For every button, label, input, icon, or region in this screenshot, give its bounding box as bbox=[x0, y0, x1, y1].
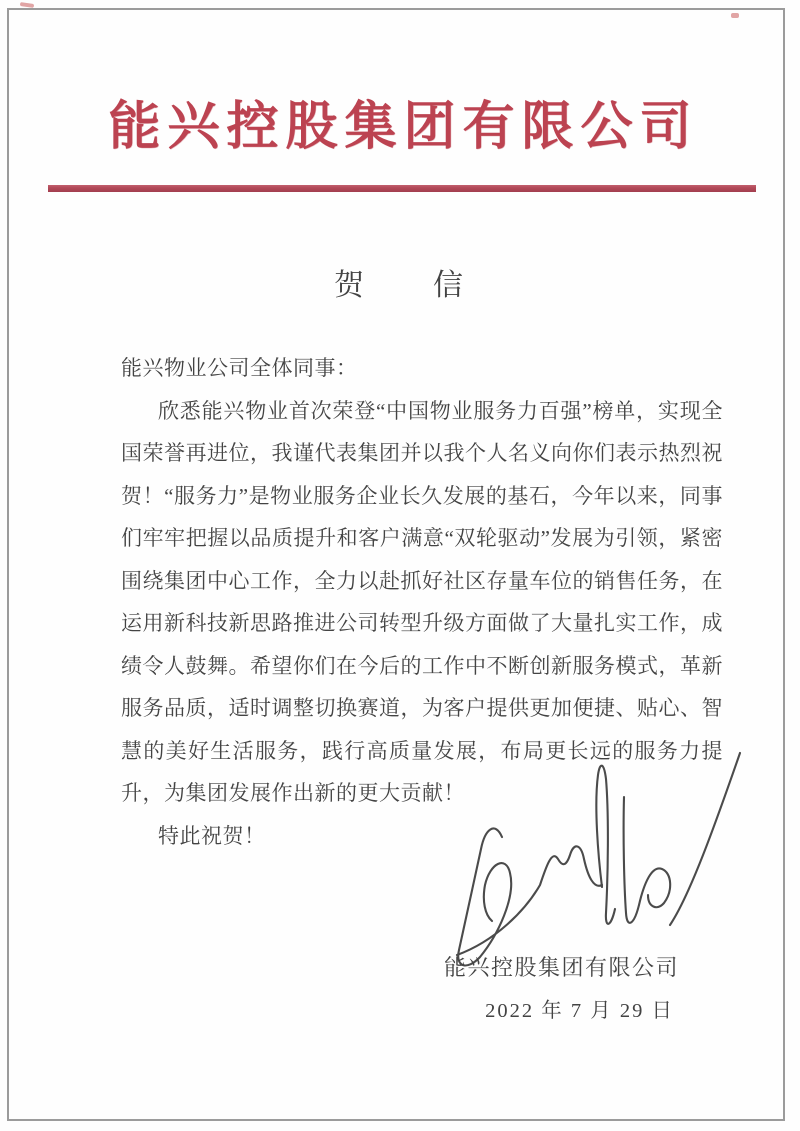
signature-company-name: 能兴控股集团有限公司 bbox=[443, 955, 679, 980]
salutation: 能兴物业公司全体同事： bbox=[121, 356, 358, 380]
scan-artifact bbox=[20, 2, 34, 8]
body-paragraph: 欣悉能兴物业首次荣登“中国物业服务力百强”榜单，实现全国荣誉再进位，我谨代表集团并以我个人名义向你们表示热烈祝贺！“服务力”是物业服务企业长久发展的基石，今年以来，同事们牢牢把握以品质提升和客户满意“双轮驱动”发展为引领，紧密围绕集团中心工作，全力以赴抓好社区存量车位的销售任务，在运用新科技新思路推进公司转型升级方面做了大量扎实工作，成绩令人鼓舞。希望你们在今后的工作中不断创新服务模式，革新服务品质，适时调整切换赛道，为客户提供更加便捷、贴心、智慧的美好生活服务，践行高质量发展，布局更长远的服务力提升，为集团发展作出新的更大贡献！ bbox=[121, 398, 723, 805]
closing-line: 特此祝贺！ bbox=[158, 823, 266, 848]
letterhead-company-name: 能兴控股集团有限公司 bbox=[108, 99, 699, 156]
letter-body bbox=[121, 347, 723, 857]
scan-artifact bbox=[731, 13, 739, 18]
signature-date: 2022 年 7 月 29 日 bbox=[485, 1000, 674, 1022]
letterhead-rule bbox=[48, 185, 756, 192]
letter-title: 贺 信 bbox=[334, 269, 466, 302]
